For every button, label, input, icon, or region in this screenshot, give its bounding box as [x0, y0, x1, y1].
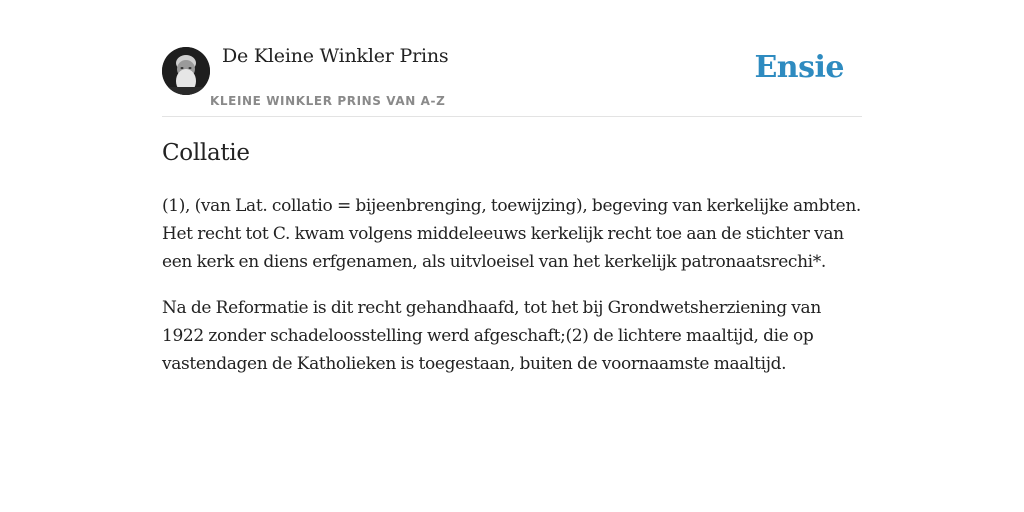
article-title: Collatie — [162, 140, 250, 166]
article-header — [162, 0, 862, 117]
source-title[interactable]: De Kleine Winkler Prins — [222, 45, 449, 67]
article-paragraph: (1), (van Lat. collatio = bijeenbrenging, toewijzing), begeving van kerkelijke ambten. Het recht tot C. kwam volgens middeleeuws kerkelijk recht toe aan de stichter van een kerk en diens erfgenamen, als uitvloeisel van het kerkelijk patronaatsrechi*. — [162, 196, 861, 272]
source-subtitle[interactable]: KLEINE WINKLER PRINS VAN A-Z — [210, 94, 446, 108]
portrait-avatar-icon[interactable] — [162, 47, 210, 95]
article-paragraph: Na de Reformatie is dit recht gehandhaafd, tot het bij Grondwetsherziening van 1922 zonder schadeloosstelling werd afgeschaft;(2) de lichtere maaltijd, die op vastendagen de Katholieken is toegestaan, buiten de voornaamste maaltijd. — [162, 298, 821, 374]
brand-logo[interactable]: Ensie — [754, 50, 844, 85]
article-body — [162, 192, 862, 396]
